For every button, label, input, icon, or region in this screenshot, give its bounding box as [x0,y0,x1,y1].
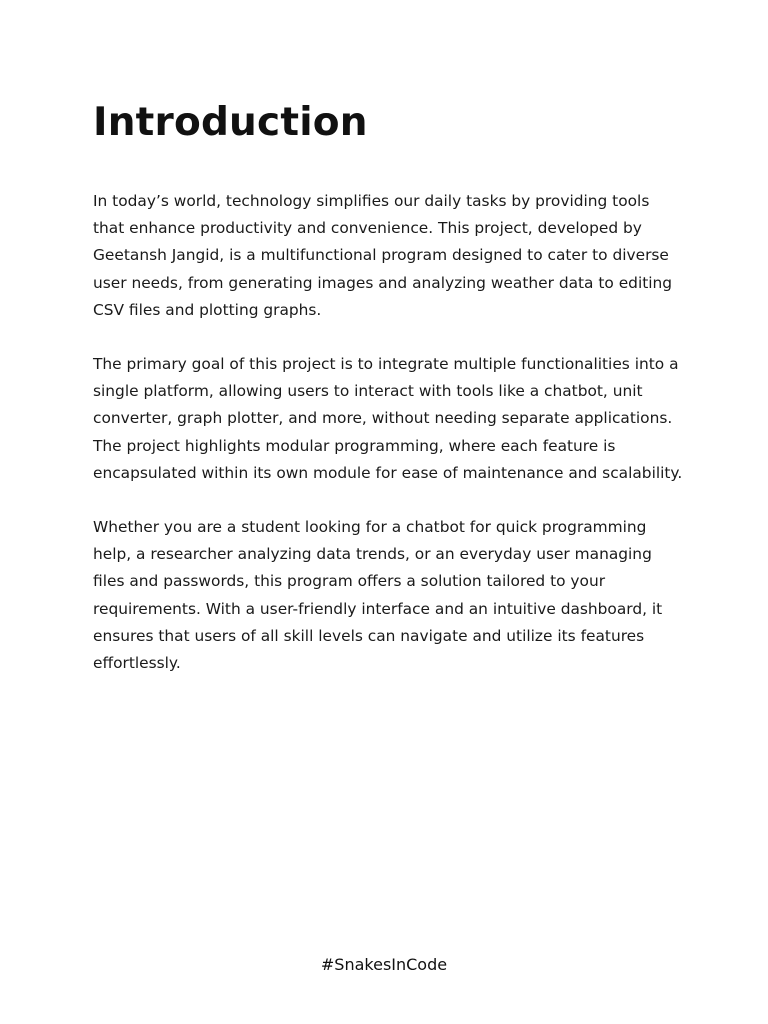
audience-paragraph: Whether you are a student looking for a chatbot for quick programming help, a researcher analyzing data trends, or an everyday user managing files and passwords, this program offers a solution tailored to your requirements. With a user-friendly interface and an intuitive dashboard, it ensures that users of all skill levels can navigate and utilize its features effortlessly. [93,518,663,673]
intro-paragraph: In today’s world, technology simplifies our daily tasks by providing tools that enhance productivity and convenience. This project, developed by Geetansh Jangid, is a multifunctional program designed to cater to diverse user needs, from generating images and analyzing weather data to editing CSV files and plotting graphs. [93,192,673,319]
document-body [93,96,683,677]
page-title: Introduction [93,100,368,145]
goal-paragraph: The primary goal of this project is to integrate multiple functionalities into a single platform, allowing users to interact with tools like a chatbot, unit converter, graph plotter, and more, without needing separate applications. The project highlights modular programming, where each feature is encapsulated within its own module for ease of maintenance and scalability. [93,355,683,482]
footer-hashtag: #SnakesInCode [320,955,448,974]
